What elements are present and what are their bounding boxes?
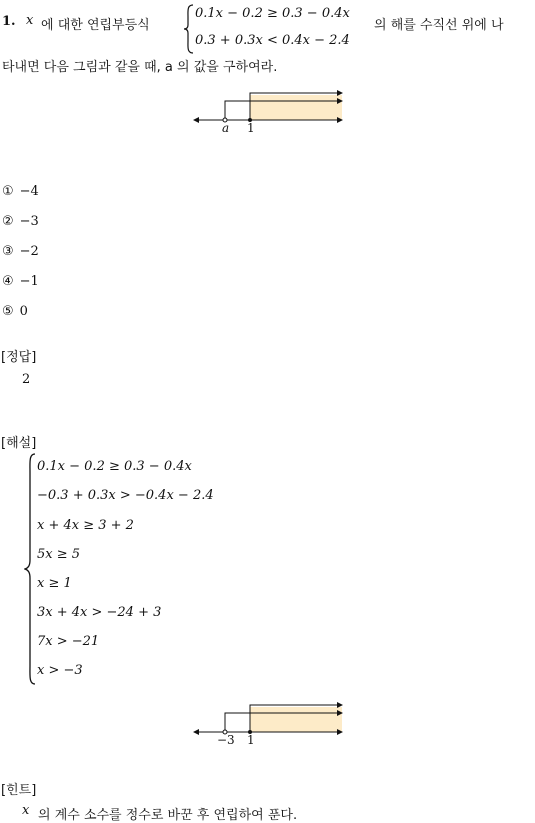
choice-value: 0 <box>19 304 28 319</box>
solution-line-8: x > −3 <box>37 663 83 678</box>
solution-label: [해설] <box>1 436 37 451</box>
solution-line-4: 5x ≥ 5 <box>37 547 81 562</box>
answer-value: 2 <box>22 372 31 387</box>
choice-mark: ④ <box>2 274 14 289</box>
system-line-2: 0.3 + 0.3x < 0.4x − 2.4 <box>195 33 350 48</box>
choice-4[interactable] <box>2 274 39 289</box>
choice-3[interactable] <box>2 244 39 259</box>
answer-label: [정답] <box>1 350 37 365</box>
number-line-figure-2 <box>190 698 350 748</box>
choice-value: −3 <box>19 214 39 229</box>
choice-mark: ① <box>2 184 14 199</box>
choice-mark: ③ <box>2 244 14 259</box>
question-text-a: 에 대한 연립부등식 <box>41 18 150 33</box>
choice-mark: ② <box>2 214 14 229</box>
question-text-b: 의 해를 수직선 위에 나 <box>374 18 504 33</box>
figure2-label-1: 1 <box>247 733 255 747</box>
choice-value: −4 <box>19 184 39 199</box>
solution-line-3: x + 4x ≥ 3 + 2 <box>37 518 134 533</box>
figure1-label-1: 1 <box>247 121 255 135</box>
solution-line-1: 0.1x − 0.2 ≥ 0.3 − 0.4x <box>37 459 192 474</box>
solution-shade <box>250 95 342 120</box>
choice-value: −2 <box>19 244 39 259</box>
choice-mark: ⑤ <box>2 304 14 319</box>
solution-brace <box>24 452 38 686</box>
system-brace <box>183 3 195 55</box>
solution-line-6: 3x + 4x > −24 + 3 <box>37 605 162 620</box>
question-variable: x <box>26 13 34 28</box>
question-text-c: 타내면 다음 그림과 같을 때, a 의 값을 구하여라. <box>2 60 278 75</box>
hint-variable: x <box>22 803 30 818</box>
solution-line-5: x ≥ 1 <box>37 576 72 591</box>
system-line-1: 0.1x − 0.2 ≥ 0.3 − 0.4x <box>195 6 350 21</box>
axis-left-arrow <box>193 729 199 735</box>
solution-line-2: −0.3 + 0.3x > −0.4x − 2.4 <box>37 488 214 503</box>
figure1-label-a: a <box>222 121 230 135</box>
choice-1[interactable] <box>2 184 39 199</box>
choice-value: −1 <box>19 274 39 289</box>
axis-left-arrow <box>193 117 199 123</box>
hint-text: 의 계수 소수를 정수로 바꾼 후 연립하여 푼다. <box>38 808 298 823</box>
figure2-label-minus-3: −3 <box>217 733 235 747</box>
number-line-figure-1 <box>190 86 350 136</box>
choice-5[interactable] <box>2 304 28 319</box>
question-number: 1. <box>2 14 16 29</box>
solution-line-7: 7x > −21 <box>37 634 100 649</box>
hint-label: [힌트] <box>1 783 37 798</box>
choice-2[interactable] <box>2 214 39 229</box>
solution-shade <box>250 707 342 732</box>
